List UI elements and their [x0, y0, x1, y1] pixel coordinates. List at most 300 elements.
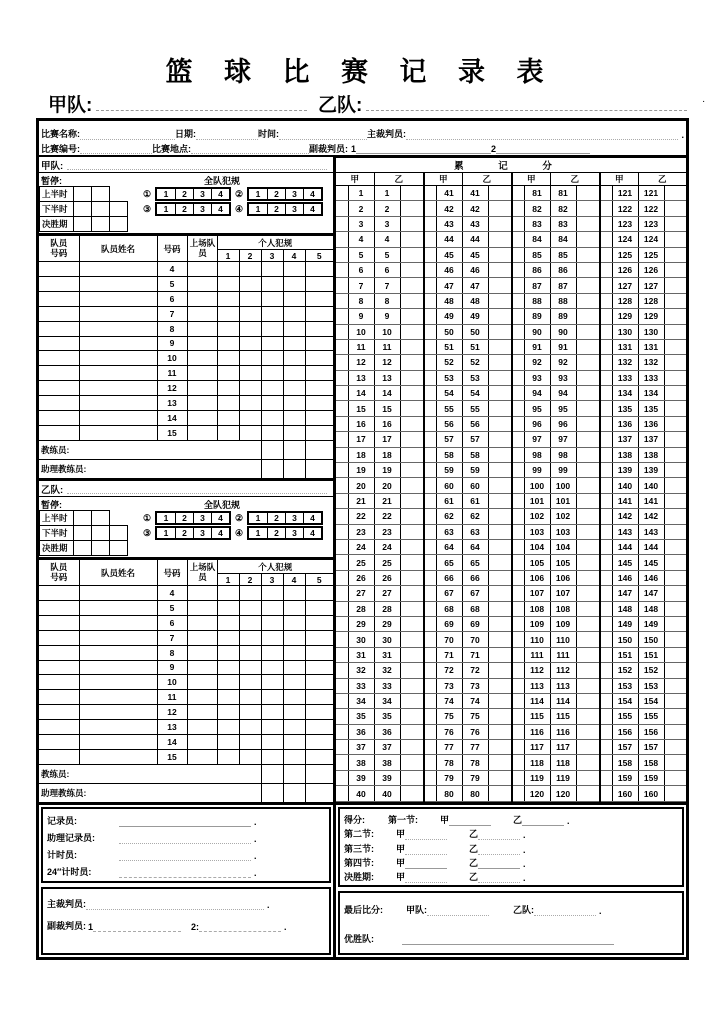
score-value-a: 149	[612, 616, 638, 631]
timeout-box	[91, 540, 110, 556]
period-label: 上半时	[39, 510, 74, 526]
scorer-no-cell-a	[512, 647, 524, 662]
scorer-no-cell-a	[424, 524, 436, 539]
roster-row	[39, 396, 333, 411]
scorer-no-cell-a	[336, 478, 348, 493]
period-row	[39, 526, 333, 541]
printed-number-cell: 12	[157, 705, 187, 720]
final-team-b-label: 乙队:	[513, 905, 534, 915]
team-foul-strip	[247, 202, 323, 216]
team-b-prefix: 乙	[469, 843, 479, 854]
scorer-no-cell-b	[576, 324, 600, 339]
scorer-no-cell-b	[400, 524, 424, 539]
score-value-a: 122	[612, 201, 638, 216]
team-foul-cell: 3	[193, 204, 211, 214]
umpires-row	[47, 919, 323, 932]
timeouts-fouls-block	[39, 173, 333, 235]
scorer-no-cell-b	[400, 647, 424, 662]
team-foul-cell: 2	[175, 189, 193, 199]
foul-cell	[283, 366, 305, 381]
scorer-no-cell-a	[336, 786, 348, 802]
score-value-b: 135	[638, 401, 664, 416]
final-score-row	[344, 903, 676, 916]
scorer-no-cell-a	[512, 632, 524, 647]
scorer-no-cell-b	[664, 709, 686, 724]
scorer-no-cell-b	[488, 601, 512, 616]
scorer-no-cell-b	[576, 647, 600, 662]
scorer-no-cell-b	[664, 201, 686, 216]
scorer-no-cell-a	[424, 663, 436, 678]
score-row	[336, 370, 686, 385]
score-value-b: 36	[374, 724, 400, 739]
foul-cell	[261, 306, 283, 321]
score-value-a: 44	[436, 232, 462, 247]
score-value-a: 158	[612, 755, 638, 770]
score-value-b: 68	[462, 601, 488, 616]
scorer-no-cell-a	[512, 786, 524, 802]
scorer-no-cell-b	[488, 278, 512, 293]
score-value-a: 154	[612, 693, 638, 708]
score-value-a: 121	[612, 186, 638, 201]
score-value-a: 113	[524, 678, 550, 693]
score-row	[336, 401, 686, 416]
foul-group-marker: ④	[234, 528, 244, 538]
scorer-no-cell-a	[336, 770, 348, 785]
team-b-prefix: 乙	[469, 872, 479, 882]
foul-group-marker: ②	[234, 513, 244, 523]
coach-row	[39, 441, 333, 460]
foul-cell	[261, 675, 283, 690]
team-foul-cell: 1	[255, 528, 261, 538]
score-value-b: 69	[462, 616, 488, 631]
score-value-b: 87	[550, 278, 576, 293]
scorer-no-cell-b	[400, 724, 424, 739]
on-court-cell	[187, 291, 217, 306]
score-value-a: 95	[524, 401, 550, 416]
score-value-b: 157	[638, 740, 664, 755]
score-value-b: 57	[462, 432, 488, 447]
period-row	[39, 511, 333, 526]
score-value-b: 21	[374, 493, 400, 508]
score-value-a: 53	[436, 370, 462, 385]
team-foul-cell: 4	[303, 528, 321, 538]
score-value-b: 41	[462, 186, 488, 201]
scorer-no-cell-a	[512, 186, 524, 201]
score-value-a: 74	[436, 693, 462, 708]
scorer-no-cell-a	[336, 432, 348, 447]
score-row	[336, 663, 686, 678]
scorer-no-cell-a	[512, 432, 524, 447]
score-value-b: 146	[638, 570, 664, 585]
scorer-no-cell-a	[336, 416, 348, 431]
umpire1-prefix: 1	[351, 143, 357, 154]
score-value-a: 31	[348, 647, 374, 662]
foul-cell	[239, 396, 261, 411]
scorer-no-cell-a	[512, 309, 524, 324]
score-value-b: 118	[550, 755, 576, 770]
scorer-no-cell-a	[512, 278, 524, 293]
q1-label: 第一节:	[388, 815, 418, 825]
player-no-cell	[39, 276, 79, 291]
score-value-a: 64	[436, 539, 462, 554]
printed-number-cell: 12	[157, 381, 187, 396]
score-row	[336, 693, 686, 708]
score-value-a: 79	[436, 770, 462, 785]
roster-row	[39, 749, 333, 764]
foul-cell	[261, 630, 283, 645]
printed-number-cell: 7	[157, 306, 187, 321]
personal-fouls-header: 个人犯规	[217, 560, 333, 574]
scorer-no-cell-a	[424, 355, 436, 370]
umpire2-sign-prefix: 2:	[191, 922, 200, 932]
scorer-no-cell-a	[424, 247, 436, 262]
period-label: 下半时	[39, 201, 74, 217]
score-value-b: 74	[462, 693, 488, 708]
scorer-no-cell-a	[336, 616, 348, 631]
scorer-no-cell-b	[400, 386, 424, 401]
score-value-b: 24	[374, 539, 400, 554]
score-body	[336, 186, 686, 802]
score-value-a: 54	[436, 386, 462, 401]
score-value-a: 13	[348, 370, 374, 385]
final-a-blank	[427, 905, 489, 916]
player-no-cell	[39, 645, 79, 660]
roster-row	[39, 645, 333, 660]
scorer-no-cell-b	[488, 709, 512, 724]
scorer-no-cell-b	[664, 555, 686, 570]
scorer-no-cell-b	[664, 232, 686, 247]
score-value-a: 58	[436, 447, 462, 462]
roster-row	[39, 381, 333, 396]
team-fouls-label: 全队犯规	[203, 175, 240, 186]
scorer-no-cell-b	[576, 262, 600, 277]
score-value-b: 144	[638, 539, 664, 554]
scorer-no-cell-b	[664, 278, 686, 293]
scorer-no-cell-b	[576, 339, 600, 354]
score-value-b: 151	[638, 647, 664, 662]
score-row	[336, 339, 686, 354]
scorer-no-cell-b	[576, 632, 600, 647]
player-no-cell	[39, 690, 79, 705]
scorer-no-cell-a	[424, 339, 436, 354]
score-value-b: 134	[638, 386, 664, 401]
score-value-a: 123	[612, 216, 638, 231]
foul-cell	[283, 306, 305, 321]
score-row	[336, 755, 686, 770]
score-row	[336, 724, 686, 739]
ot-label: 决胜期:	[344, 872, 374, 882]
scorer-no-cell-a	[600, 616, 612, 631]
player-no-cell	[39, 351, 79, 366]
team-foul-strip	[155, 511, 231, 525]
scorer-no-cell-b	[488, 570, 512, 585]
foul-cell	[283, 735, 305, 750]
score-value-b: 80	[462, 786, 488, 802]
player-name-header: 队员姓名	[79, 236, 157, 262]
score-value-b: 70	[462, 632, 488, 647]
on-court-cell	[187, 690, 217, 705]
player-name-cell	[79, 630, 157, 645]
scorer-no-cell-a	[336, 601, 348, 616]
score-row	[336, 601, 686, 616]
scorer-no-cell-a	[424, 647, 436, 662]
score-value-a: 69	[436, 616, 462, 631]
score-value-b: 14	[374, 386, 400, 401]
score-row	[336, 216, 686, 231]
q4-label: 第四节:	[344, 857, 374, 868]
scorer-no-cell-a	[512, 709, 524, 724]
foul-cell	[239, 336, 261, 351]
score-value-b: 49	[462, 309, 488, 324]
team-a-prefix: 甲	[396, 843, 406, 854]
score-row	[336, 570, 686, 585]
period-mark: .	[254, 834, 257, 844]
scorer-no-cell-b	[664, 478, 686, 493]
scorer-no-cell-b	[400, 478, 424, 493]
team-foul-cell: 2	[175, 204, 193, 214]
foul-column-header: 5	[305, 250, 333, 262]
scorer-no-cell-b	[664, 647, 686, 662]
score-value-a: 34	[348, 693, 374, 708]
foul-cell	[261, 615, 283, 630]
coach-foul-cell	[305, 784, 333, 803]
q1-b-blank	[522, 815, 564, 826]
score-value-b: 77	[462, 740, 488, 755]
scorer-no-cell-b	[488, 647, 512, 662]
score-value-b: 86	[550, 262, 576, 277]
final-b-blank	[534, 905, 596, 916]
score-row	[336, 509, 686, 524]
score-value-a: 130	[612, 324, 638, 339]
scorer-no-cell-a	[600, 509, 612, 524]
score-value-a: 96	[524, 416, 550, 431]
scorer-no-cell-a	[600, 786, 612, 802]
timeout-box	[91, 186, 110, 202]
scorer-no-cell-a	[336, 186, 348, 201]
scorer-no-cell-a	[336, 262, 348, 277]
score-row	[336, 262, 686, 277]
score-value-a: 132	[612, 355, 638, 370]
score-value-b: 27	[374, 586, 400, 601]
score-value-a: 129	[612, 309, 638, 324]
player-no-cell	[39, 306, 79, 321]
foul-cell	[217, 411, 239, 426]
scorer-no-cell-b	[664, 586, 686, 601]
score-value-a: 48	[436, 293, 462, 308]
score-value-b: 28	[374, 601, 400, 616]
score-value-b: 156	[638, 724, 664, 739]
scorer-no-cell-b	[664, 601, 686, 616]
foul-cell	[217, 276, 239, 291]
score-value-a: 107	[524, 586, 550, 601]
scorer-no-cell-b	[576, 786, 600, 802]
personal-fouls-header: 个人犯规	[217, 236, 333, 250]
on-court-cell	[187, 675, 217, 690]
score-value-a: 82	[524, 201, 550, 216]
scorer-no-cell-a	[424, 324, 436, 339]
score-value-a: 143	[612, 524, 638, 539]
score-value-a: 49	[436, 309, 462, 324]
timeout-box	[73, 510, 92, 526]
team-foul-cell: 4	[303, 204, 321, 214]
foul-cell	[305, 351, 333, 366]
scorer-no-cell-a	[424, 278, 436, 293]
scorer-no-cell-a	[512, 616, 524, 631]
foul-cell	[305, 690, 333, 705]
score-value-a: 16	[348, 416, 374, 431]
scorer-no-cell-a	[336, 740, 348, 755]
period-label: 决胜期	[39, 540, 74, 556]
foul-cell	[283, 396, 305, 411]
quarter-scores-box	[338, 807, 684, 887]
score-row	[336, 432, 686, 447]
foul-cell	[261, 735, 283, 750]
printed-number-cell: 14	[157, 411, 187, 426]
q1-a-blank	[449, 815, 491, 826]
number-header: 号码	[157, 236, 187, 262]
score-col-team-b-header: 乙	[638, 173, 686, 186]
on-court-header: 上场队员	[187, 560, 217, 586]
printed-number-cell: 11	[157, 366, 187, 381]
roster-row	[39, 411, 333, 426]
score-value-b: 140	[638, 478, 664, 493]
umpires-label: 副裁判员:	[309, 144, 348, 154]
team-title-label: 乙队:	[41, 484, 64, 496]
scorer-no-cell-a	[424, 478, 436, 493]
score-value-a: 80	[436, 786, 462, 802]
on-court-cell	[187, 306, 217, 321]
scorer-no-cell-b	[488, 370, 512, 385]
score-value-b: 16	[374, 416, 400, 431]
scorer-no-cell-b	[400, 293, 424, 308]
running-score-panel	[336, 157, 686, 802]
player-no-cell	[39, 675, 79, 690]
score-value-b: 76	[462, 724, 488, 739]
scorer-no-cell-a	[600, 632, 612, 647]
score-value-b: 114	[550, 693, 576, 708]
score-row	[336, 539, 686, 554]
scorer-no-cell-a	[424, 309, 436, 324]
scorer-no-cell-b	[576, 555, 600, 570]
timekeeper-label: 计时员:	[47, 850, 77, 860]
scorer-no-cell-b	[664, 262, 686, 277]
score-value-a: 133	[612, 370, 638, 385]
score-row	[336, 447, 686, 462]
scorer-no-cell-b	[664, 370, 686, 385]
period-row	[39, 217, 333, 232]
team-fouls-label: 全队犯规	[203, 499, 240, 510]
shot-clock-label: 24″计时员:	[47, 867, 92, 877]
scorer-no-cell-a	[424, 709, 436, 724]
scorer-no-cell-b	[400, 693, 424, 708]
scorer-no-cell-b	[488, 493, 512, 508]
foul-cell	[261, 749, 283, 764]
foul-column-header: 5	[305, 574, 333, 586]
foul-cell	[283, 660, 305, 675]
foul-cell	[217, 396, 239, 411]
scorer-no-cell-b	[576, 539, 600, 554]
team-foul-cell: 4	[211, 528, 229, 538]
scorer-no-cell-a	[512, 693, 524, 708]
final-team-a-label: 甲队:	[406, 905, 427, 915]
timeout-box	[73, 201, 92, 217]
scorer-no-cell-a	[336, 539, 348, 554]
player-no-cell	[39, 630, 79, 645]
player-name-cell	[79, 276, 157, 291]
printed-number-cell: 4	[157, 586, 187, 601]
player-name-cell	[79, 705, 157, 720]
score-value-a: 10	[348, 324, 374, 339]
score-value-a: 105	[524, 555, 550, 570]
q2-label: 第二节:	[344, 829, 374, 840]
page-title: 篮 球 比 赛 记 录 表	[165, 57, 556, 87]
scorer-no-cell-b	[400, 493, 424, 508]
scorer-no-cell-a	[600, 709, 612, 724]
team-b-prefix: 乙	[469, 857, 479, 868]
score-value-b: 149	[638, 616, 664, 631]
scorer-no-cell-b	[664, 309, 686, 324]
roster-row	[39, 660, 333, 675]
foul-cell	[305, 705, 333, 720]
scorer-no-cell-a	[424, 401, 436, 416]
printed-number-cell: 13	[157, 396, 187, 411]
scorer-no-cell-a	[424, 632, 436, 647]
player-no-cell	[39, 749, 79, 764]
score-value-b: 11	[374, 339, 400, 354]
foul-cell	[261, 351, 283, 366]
team-b-name-blank	[366, 110, 687, 111]
roster-row	[39, 306, 333, 321]
team-foul-cell: 1	[255, 204, 261, 214]
score-value-b: 128	[638, 293, 664, 308]
running-score-title: 累 记 分	[336, 158, 686, 173]
foul-cell	[305, 366, 333, 381]
scorer-no-cell-a	[600, 524, 612, 539]
foul-cell	[217, 600, 239, 615]
score-value-a: 36	[348, 724, 374, 739]
score-value-b: 112	[550, 663, 576, 678]
player-name-cell	[79, 660, 157, 675]
score-col-team-b-header: 乙	[550, 173, 600, 186]
foul-cell	[261, 600, 283, 615]
team-b-top-label: 乙队:	[318, 95, 363, 116]
score-row	[336, 740, 686, 755]
scorer-no-cell-a	[512, 478, 524, 493]
foul-cell	[261, 262, 283, 277]
score-value-b: 119	[550, 770, 576, 785]
main-area	[39, 157, 686, 805]
scorer-no-cell-b	[400, 370, 424, 385]
player-no-cell	[39, 615, 79, 630]
match-no-blank	[80, 143, 152, 154]
foul-cell	[283, 630, 305, 645]
scorer-no-cell-b	[400, 355, 424, 370]
scorer-no-cell-b	[400, 632, 424, 647]
team-foul-cell: 4	[303, 513, 321, 523]
chief-referee-sign-blank	[86, 899, 264, 910]
scorer-no-cell-a	[336, 247, 348, 262]
umpire2-blank	[496, 143, 590, 154]
score-value-b: 18	[374, 447, 400, 462]
player-name-cell	[79, 615, 157, 630]
scorer-no-cell-b	[488, 324, 512, 339]
scorer-no-cell-b	[664, 493, 686, 508]
foul-cell	[261, 336, 283, 351]
scorer-no-cell-a	[336, 524, 348, 539]
scorer-no-cell-a	[600, 493, 612, 508]
coach-foul-cell	[261, 441, 283, 460]
printed-number-cell: 5	[157, 600, 187, 615]
